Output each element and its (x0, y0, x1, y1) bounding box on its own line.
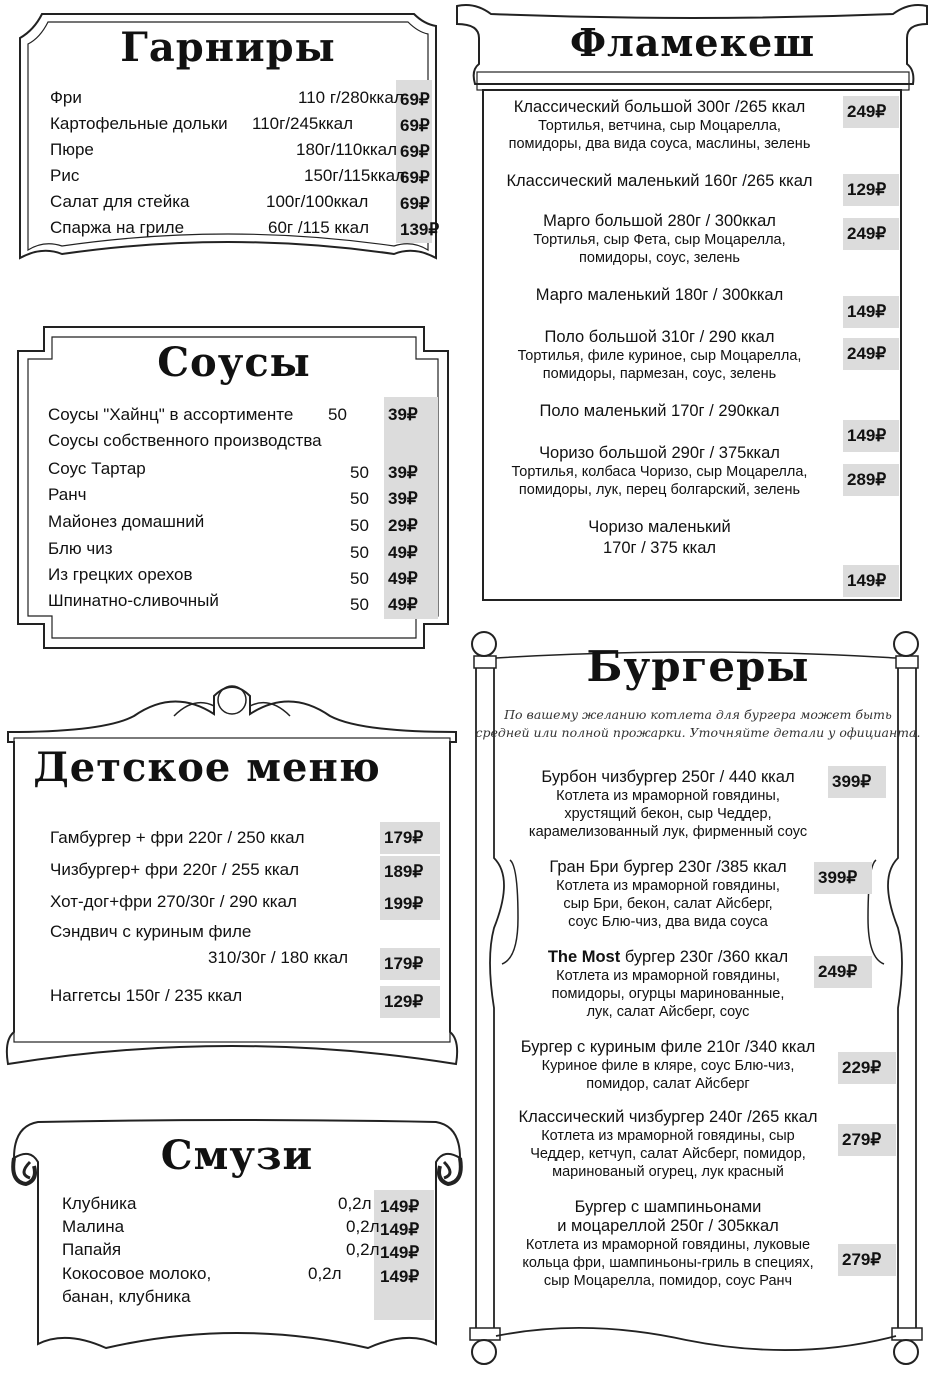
burger-item (502, 1038, 834, 1093)
sauce-item-name: Блю чиз (48, 539, 113, 558)
burger-item-price: 279₽ (838, 1124, 896, 1156)
garnish-item-price: 69₽ (400, 90, 430, 109)
smoothie-item-volume: 0,2л (338, 1194, 372, 1213)
flamekesh-item-price: 249₽ (843, 338, 899, 370)
sauce-item-weight: 50 (350, 569, 369, 588)
sauces-title: Соусы (157, 339, 311, 386)
kids-item-price: 129₽ (380, 986, 440, 1018)
flamekesh-item-name: Поло маленький 170г / 290ккал (539, 402, 780, 420)
kids-item-name: Хот-дог+фри 270/30г / 290 ккал (50, 892, 297, 911)
garnish-item-name: Фри (50, 88, 82, 107)
burger-item-name (502, 1108, 834, 1127)
flamekesh-item (485, 172, 834, 191)
burger-item-name (502, 768, 834, 787)
garnish-item-name: Спаржа на гриле (50, 218, 185, 237)
garnish-item-price: 69₽ (400, 116, 430, 135)
flamekesh-item (485, 444, 834, 499)
burger-item-name-text: Классический чизбургер 240г /265 ккал (518, 1108, 818, 1126)
flamekesh-title: Фламекеш (569, 20, 816, 65)
smoothie-item-volume: 0,2л (346, 1240, 380, 1259)
burgers-note-line2: средней или полной прожарки. Уточняйте детали у официанта. (475, 725, 921, 740)
smoothie-panel (8, 1118, 466, 1364)
kids-item-price: 179₽ (380, 822, 440, 854)
garnish-item-weight: 60г /115 ккал (268, 218, 370, 237)
flamekesh-item-price: 149₽ (843, 296, 899, 328)
burger-item-name-bold: The Most (547, 948, 621, 966)
garnish-item-price: 139₽ (400, 220, 440, 239)
smoothie-item-price: 149₽ (380, 1267, 420, 1286)
sauce-item-price: 39₽ (388, 463, 418, 482)
flamekesh-item-desc: Тортилья, сыр Фета, сыр Моцарелла, (533, 232, 786, 248)
smoothie-item-name: Малина (62, 1217, 125, 1236)
flamekesh-item (485, 212, 834, 267)
flamekesh-item-desc: помидоры, лук, перец болгарский, зелень (518, 482, 801, 498)
burger-item-desc: Котлета из мраморной говядины, (556, 788, 780, 804)
burger-item-desc: соус Блю-чиз, два вида соуса (568, 914, 768, 930)
sauce-item-name: Ранч (48, 485, 87, 504)
flamekesh-item-name: Классический маленький 160г /265 ккал (506, 172, 813, 190)
sauce-item-name: Соусы собственного производства (48, 431, 322, 450)
smoothie-item-name: Клубника (62, 1194, 137, 1213)
burger-item-price: 399₽ (828, 766, 886, 798)
garnish-item-name: Картофельные дольки (50, 114, 228, 133)
burger-item-name-text: Гран Бри бургер 230г /385 ккал (549, 858, 787, 876)
burger-item-price: 279₽ (838, 1244, 896, 1276)
kids-panel (4, 676, 460, 1076)
kids-item-name: Наггетсы 150г / 235 ккал (50, 986, 243, 1005)
burger-item-name-text: бургер 230г /360 ккал (620, 948, 789, 966)
burgers-panel (466, 628, 930, 1368)
burger-item-desc: маринованый огурец, лук красный (552, 1164, 784, 1180)
garnish-title: Гарниры (120, 24, 336, 71)
sauce-item-weight: 50 (350, 516, 369, 535)
flamekesh-item-price: 289₽ (843, 464, 899, 496)
burger-item-price: 229₽ (838, 1052, 896, 1084)
garnish-item-weight: 110г/245ккал (252, 114, 354, 133)
flamekesh-item (485, 286, 834, 305)
burger-item-name (502, 948, 834, 967)
flamekesh-item (485, 518, 834, 559)
kids-item-weight: 310/30г / 180 ккал (208, 948, 349, 967)
sauce-item-weight: 50 (350, 489, 369, 508)
flamekesh-item-price: 249₽ (843, 218, 899, 250)
sauce-item-name: Майонез домашний (48, 512, 205, 531)
flamekesh-item-name: Чоризо большой 290г / 375ккал (539, 444, 780, 462)
kids-title: Детское меню (33, 744, 381, 791)
flamekesh-item-price: 149₽ (843, 565, 899, 597)
garnish-item-price: 69₽ (400, 194, 430, 213)
smoothie-item-name: банан, клубника (62, 1287, 191, 1306)
flamekesh-item-price: 249₽ (843, 96, 899, 128)
flamekesh-item-desc: Тортилья, филе куриное, сыр Моцарелла, (517, 348, 802, 364)
burger-item-desc: карамелизованный лук, фирменный соус (528, 824, 808, 840)
burgers-note-line1: По вашему желанию котлета для бургера может быть (504, 707, 892, 722)
burger-item-desc: Котлета из мраморной говядины, (556, 878, 780, 894)
flamekesh-item-desc: помидоры, соус, зелень (579, 250, 740, 266)
sauce-item-price: 49₽ (388, 543, 418, 562)
smoothie-item-price: 149₽ (380, 1243, 420, 1262)
sauce-item-weight: 50 (328, 405, 347, 424)
sauce-item-price: 49₽ (388, 595, 418, 614)
burger-item-name-text: Бургер с куриным филе 210г /340 ккал (520, 1038, 816, 1056)
burger-item-desc: Котлета из мраморной говядины, (556, 968, 780, 984)
garnish-item-price: 69₽ (400, 168, 430, 187)
sauce-item-price: 49₽ (388, 569, 418, 588)
burger-item-name-text: Бурбон чизбургер 250г / 440 ккал (541, 768, 795, 786)
burger-item-desc: помидоры, огурцы маринованные, (551, 986, 785, 1002)
flamekesh-item-desc: Тортилья, колбаса Чоризо, сыр Моцарелла, (511, 464, 808, 480)
burger-item-desc: хрустящий бекон, сыр Чеддер, (564, 806, 772, 822)
burger-item-price: 249₽ (814, 956, 872, 988)
flamekesh-item-name: Поло большой 310г / 290 ккал (544, 328, 775, 346)
kids-item-name: Сэндвич с куриным филе (50, 922, 252, 941)
garnish-item-weight: 100г/100ккал (266, 192, 369, 211)
flamekesh-item-name: Классический большой 300г /265 ккал (513, 98, 806, 116)
sauces-panel (16, 325, 452, 650)
burger-item-desc: сыр Бри, бекон, салат Айсберг, (563, 896, 773, 912)
burger-item (502, 1108, 834, 1181)
smoothie-item-price: 149₽ (380, 1197, 420, 1216)
sauce-item-weight: 50 (350, 543, 369, 562)
flamekesh-item-name: Марго маленький 180г / 300ккал (535, 286, 784, 304)
burger-item-desc: кольца фри, шампиньоны-гриль в специях, (522, 1255, 814, 1271)
flamekesh-item-name: Чоризо маленький (588, 518, 731, 536)
flamekesh-item-desc: 170г / 375 ккал (602, 539, 717, 557)
burger-item-name (502, 1198, 834, 1217)
kids-item-price: 179₽ (380, 948, 440, 980)
flamekesh-item (485, 98, 834, 153)
garnish-item-name: Салат для стейка (50, 192, 190, 211)
burger-item-desc: Котлета из мраморной говядины, сыр (541, 1128, 795, 1144)
burgers-title: Бургеры (586, 642, 810, 691)
smoothie-title: Смузи (160, 1132, 314, 1179)
smoothie-item-volume: 0,2л (308, 1264, 342, 1283)
sauce-item-name: Соусы "Хайнц" в ассортименте (48, 405, 294, 424)
smoothie-item-name: Папайя (62, 1240, 122, 1259)
burger-item-price: 399₽ (814, 862, 872, 894)
burger-item-desc: Куриное филе в кляре, соус Блю-чиз, (541, 1058, 795, 1074)
sauce-item-name: Соус Тартар (48, 459, 146, 478)
flamekesh-item-price: 129₽ (843, 174, 899, 206)
sauce-item-price: 29₽ (388, 516, 418, 535)
garnish-item-weight: 150г/115ккал (304, 166, 406, 185)
flamekesh-item-name: Марго большой 280г / 300ккал (543, 212, 776, 230)
smoothie-item-name: Кокосовое молоко, (62, 1264, 212, 1283)
flamekesh-item (485, 328, 834, 383)
burger-item-name-line2: и моцареллой 250г / 305ккал (557, 1217, 779, 1235)
kids-item-name: Гамбургер + фри 220г / 250 ккал (50, 828, 305, 847)
garnish-item-weight: 110 г/280ккал (298, 88, 404, 107)
smoothie-item-price: 149₽ (380, 1220, 420, 1239)
smoothie-item-volume: 0,2л (346, 1217, 380, 1236)
sauce-item-price: 39₽ (388, 489, 418, 508)
garnish-panel (14, 10, 442, 272)
sauce-item-weight: 50 (350, 463, 369, 482)
burger-item-desc: лук, салат Айсберг, соус (586, 1004, 750, 1020)
burger-item (502, 948, 834, 1021)
burger-item-desc: сыр Моцарелла, помидор, соус Ранч (543, 1273, 793, 1289)
kids-item-price: 189₽ (380, 856, 440, 888)
burger-item-desc: Чеддер, кетчуп, салат Айсберг, помидор, (530, 1146, 806, 1162)
garnish-item-price: 69₽ (400, 142, 430, 161)
flamekesh-item (485, 402, 834, 421)
flamekesh-panel (455, 2, 930, 602)
burger-item-desc: помидор, салат Айсберг (586, 1076, 750, 1092)
burger-item-name-text: Бургер с шампиньонами (574, 1198, 762, 1216)
flamekesh-item-desc: помидоры, два вида соуса, маслины, зелень (508, 136, 811, 152)
burger-item-name (502, 858, 834, 877)
sauce-item-name: Из грецких орехов (48, 565, 193, 584)
flamekesh-item-desc: Тортилья, ветчина, сыр Моцарелла, (538, 118, 781, 134)
burger-item (502, 1198, 834, 1290)
kids-item-name: Чизбургер+ фри 220г / 255 ккал (50, 860, 300, 879)
kids-item-price: 199₽ (380, 888, 440, 920)
flamekesh-item-price: 149₽ (843, 420, 899, 452)
garnish-item-name: Пюре (50, 140, 94, 159)
garnish-item-weight: 180г/110ккал (296, 140, 398, 159)
sauce-item-price: 39₽ (388, 405, 418, 424)
burger-item (502, 768, 834, 841)
sauce-item-name: Шпинатно-сливочный (48, 591, 219, 610)
burger-item-desc: Котлета из мраморной говядины, луковые (525, 1237, 811, 1253)
burger-item-name (502, 1038, 834, 1057)
garnish-item-name: Рис (50, 166, 80, 185)
sauce-item-weight: 50 (350, 595, 369, 614)
flamekesh-item-desc: помидоры, пармезан, соус, зелень (542, 366, 777, 382)
burger-item (502, 858, 834, 931)
